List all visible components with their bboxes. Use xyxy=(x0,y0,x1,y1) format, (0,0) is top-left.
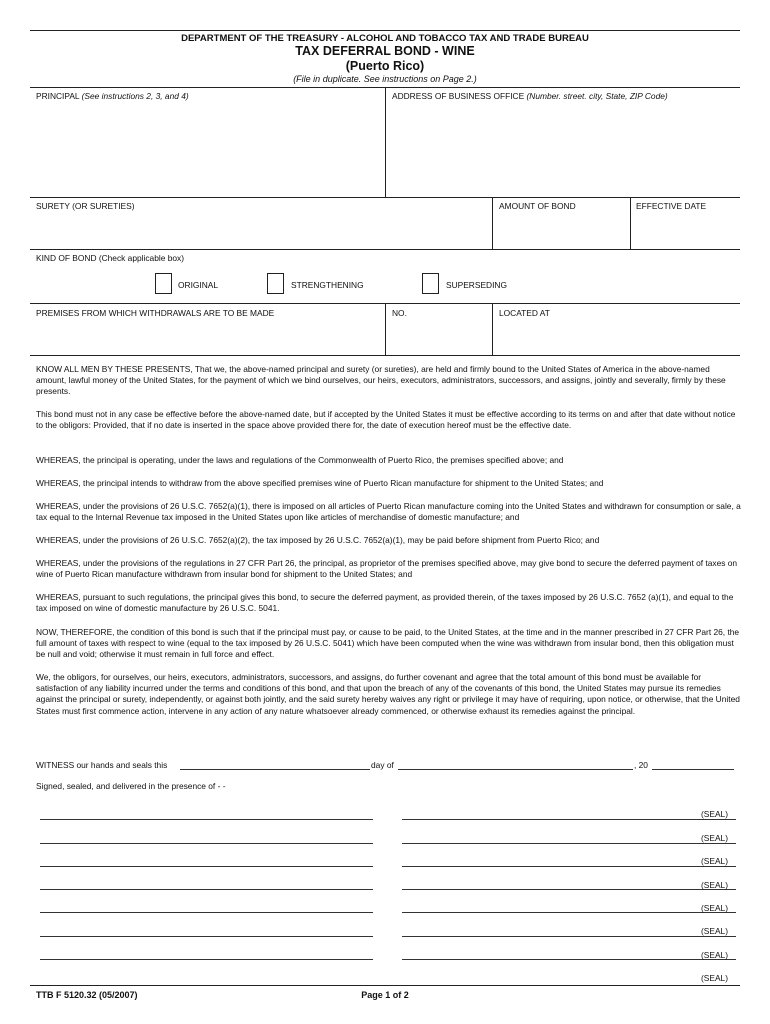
principal-label: PRINCIPAL xyxy=(36,91,80,101)
form-number: TTB F 5120.32 (05/2007) xyxy=(36,990,138,1000)
paragraph-whereas-withdraw: WHEREAS, the principal intends to withdraw from the above specified premises wine of Puerto Rican manufacture for shipment to the United States; and xyxy=(36,478,604,488)
witness-year-prefix: , 20 xyxy=(634,760,648,770)
page-number: Page 1 of 2 xyxy=(361,990,409,1000)
form-subtitle: (Puerto Rico) xyxy=(345,59,425,73)
paragraph-whereas-7652a2: WHEREAS, under the provisions of 26 U.S.C. 7652(a)(2), the tax imposed by 26 U.S.C. 7652(a)(1), may be paid before shipment from Puerto Rico; and xyxy=(36,535,600,545)
witness-signature-line[interactable] xyxy=(40,936,373,937)
form-title: TAX DEFERRAL BOND - WINE xyxy=(295,44,475,58)
grid-line xyxy=(385,87,386,197)
witness-day-blank[interactable] xyxy=(180,769,370,770)
strengthening-label: STRENGTHENING xyxy=(291,280,364,290)
obligor-signature-line[interactable] xyxy=(402,819,736,820)
paragraph-whereas-7652a1: WHEREAS, under the provisions of 26 U.S.C. 7652(a)(1), there is imposed on all articles of Puerto Rican manufacture coming into the United States and withdrawn for consumption or sale, a tax equal to the Internal Revenue tax imposed in the United States upon like articles of merchandise of domestic manufacture; and xyxy=(36,501,741,523)
obligor-signature-line[interactable] xyxy=(402,912,736,913)
seal-label: (SEAL) xyxy=(701,809,728,819)
effective-date-field[interactable]: EFFECTIVE DATE xyxy=(636,201,707,211)
paragraph-effective: This bond must not in any case be effective before the above-named date, but if accepted by the United States it must be effective according to its terms on and after that date without notice to the obligors: Provided, that if no date is inserted in the space above provided there for, the date of execution hereof must be the effective date. xyxy=(36,409,736,431)
address-label: ADDRESS OF BUSINESS OFFICE xyxy=(392,91,525,101)
top-rule xyxy=(30,30,740,31)
seal-label: (SEAL) xyxy=(701,856,728,866)
paragraph-whereas-pursuant: WHEREAS, pursuant to such regulations, the principal gives this bond, to secure the deferred payment, as provided therein, of the taxes imposed by 26 U.S.C. 7652 (a)(1), and equal to the tax imposed on wine of domestic manufacture by 26 U.S.C. 5041. xyxy=(36,592,734,614)
witness-prefix: WITNESS our hands and seals this xyxy=(36,760,168,770)
witness-year-blank[interactable] xyxy=(652,769,734,770)
paragraph-now-therefore: NOW, THEREFORE, the condition of this bond is such that if the principal must pay, or cause to be paid, to the United States, at the time and in the manner prescribed in 27 CFR Part 26, the full amount of taxes with respect to wine (equal to the tax imposed by 26 U.S.C. 5041) which have been computed when the wine was withdrawn from insular bond, then this obligation must be null and void; otherwise it must remain in full force and effect. xyxy=(36,627,740,660)
principal-field[interactable] xyxy=(36,91,189,102)
witness-signature-line[interactable] xyxy=(40,866,373,867)
signed-in-presence: Signed, sealed, and delivered in the presence of - - xyxy=(36,781,226,791)
grid-line xyxy=(30,249,740,250)
located-at-field[interactable]: LOCATED AT xyxy=(499,308,550,318)
seal-label: (SEAL) xyxy=(701,926,728,936)
obligor-signature-line[interactable] xyxy=(402,889,736,890)
superseding-checkbox[interactable] xyxy=(422,273,439,294)
obligor-signature-line[interactable] xyxy=(402,843,736,844)
witness-signature-line[interactable] xyxy=(40,912,373,913)
grid-line xyxy=(30,197,740,198)
paragraph-obligors: We, the obligors, for ourselves, our heirs, executors, administrators, successors, and assigns, do further covenant and agree that the total amount of this bond must be available for satisfaction of any liability incurred under the terms and conditions of this bond, and that upon the breach of any of the covenants of this bond, the United States may pursue its remedies against the principal or surety, independently, or against both jointly, and the said surety hereby waives any right or privilege it may have of requiring, upon notice, or otherwise, that the United States must first commence action, intervene in any action of any nature whatsoever already commenced, or otherwise exhaust its remedies against the principal. xyxy=(36,672,740,716)
witness-day-of: day of xyxy=(371,760,394,770)
witness-signature-line[interactable] xyxy=(40,959,373,960)
footer-rule xyxy=(30,985,740,986)
premises-field[interactable]: PREMISES FROM WHICH WITHDRAWALS ARE TO BE MADE xyxy=(36,308,275,318)
department-heading: DEPARTMENT OF THE TREASURY - ALCOHOL AND TOBACCO TAX AND TRADE BUREAU xyxy=(181,33,589,44)
seal-label: (SEAL) xyxy=(701,973,728,983)
obligor-signature-line[interactable] xyxy=(402,866,736,867)
seal-label: (SEAL) xyxy=(701,880,728,890)
seal-label: (SEAL) xyxy=(701,833,728,843)
seal-label: (SEAL) xyxy=(701,903,728,913)
amount-of-bond-field[interactable]: AMOUNT OF BOND xyxy=(499,201,576,211)
obligor-signature-line[interactable] xyxy=(402,959,736,960)
witness-signature-line[interactable] xyxy=(40,819,373,820)
witness-month-blank[interactable] xyxy=(398,769,633,770)
seal-label: (SEAL) xyxy=(701,950,728,960)
address-hint: (Number. street. city, State, ZIP Code) xyxy=(526,91,668,101)
filing-note: (File in duplicate. See instructions on Page 2.) xyxy=(293,74,477,84)
paragraph-whereas-operating: WHEREAS, the principal is operating, under the laws and regulations of the Commonwealth of Puerto Rico, the premises specified above; and xyxy=(36,455,564,465)
strengthening-checkbox[interactable] xyxy=(267,273,284,294)
kind-of-bond-label: KIND OF BOND (Check applicable box) xyxy=(36,253,185,263)
grid-line xyxy=(30,355,740,356)
grid-line xyxy=(385,303,386,355)
witness-signature-line[interactable] xyxy=(40,843,373,844)
address-field[interactable] xyxy=(392,91,668,102)
original-label: ORIGINAL xyxy=(178,280,219,290)
principal-hint: (See instructions 2, 3, and 4) xyxy=(81,91,189,101)
grid-line xyxy=(492,197,493,249)
grid-line xyxy=(492,303,493,355)
superseding-label: SUPERSEDING xyxy=(446,280,507,290)
paragraph-whereas-regulations: WHEREAS, under the provisions of the regulations in 27 CFR Part 26, the principal, as proprietor of the premises specified above, may give bond to secure the deferred payment of taxes on wine of Puerto Rican manufacture withdrawn from insular bond for shipment to the United States; and xyxy=(36,558,738,580)
surety-field[interactable]: SURETY (OR SURETIES) xyxy=(36,201,135,211)
premises-number-field[interactable]: NO. xyxy=(392,308,407,318)
witness-signature-line[interactable] xyxy=(40,889,373,890)
grid-line xyxy=(630,197,631,249)
obligor-signature-line[interactable] xyxy=(402,936,736,937)
original-checkbox[interactable] xyxy=(155,273,172,294)
paragraph-know-all-men: KNOW ALL MEN BY THESE PRESENTS, That we, the above-named principal and surety (or sureties), are held and firmly bound to the United States of America in the above-named amount, lawful money of the United States, for the payment of which we bind ourselves, our heirs, executors, administrators, successors, and assigns, jointly and severally, firmly by these presents. xyxy=(36,364,726,397)
